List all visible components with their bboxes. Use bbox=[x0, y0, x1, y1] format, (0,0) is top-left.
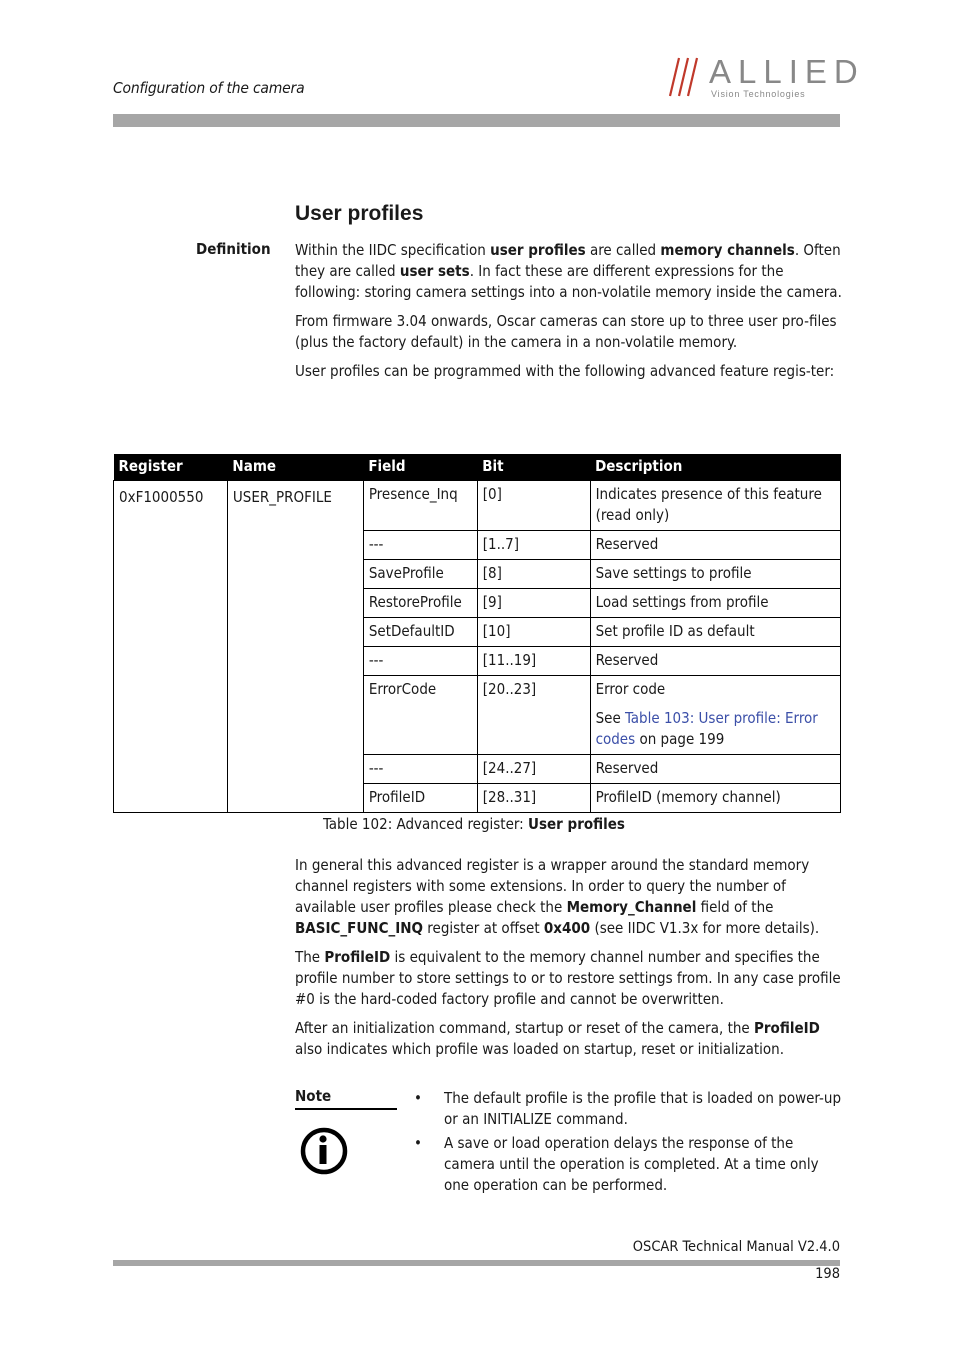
paragraph: In general this advanced register is a wrapper around the standard memory channel registers with some extensions. In order to query the number of available user profiles please check the Memory_Channel field of the BASIC_FUNC_INQ register at offset 0x400 (see IIDC V1.3x for more details). bbox=[295, 856, 820, 937]
bit-cell: [20..23] bbox=[477, 675, 590, 754]
body-text bbox=[295, 855, 843, 1068]
definition-text bbox=[295, 240, 843, 390]
paragraph: After an initialization command, startup or reset of the camera, the ProfileID also indicates which profile was loaded on startup, reset or initialization. bbox=[295, 1019, 820, 1058]
description-cell: Load settings from profile bbox=[590, 588, 840, 617]
bit-cell: [11..19] bbox=[477, 646, 590, 675]
column-header: Bit bbox=[477, 454, 590, 480]
description-cell: Save settings to profile bbox=[590, 559, 840, 588]
bit-cell: [9] bbox=[477, 588, 590, 617]
page-number: 198 bbox=[815, 1266, 840, 1282]
field-cell: --- bbox=[363, 754, 477, 783]
description-cell: Set profile ID as default bbox=[590, 617, 840, 646]
bit-cell: [24..27] bbox=[477, 754, 590, 783]
register-cell: 0xF1000550 bbox=[114, 480, 228, 812]
running-header: Configuration of the camera bbox=[113, 79, 305, 97]
error-code-text: Error code bbox=[595, 679, 666, 698]
table-caption: Table 102: Advanced register: User profiles bbox=[323, 815, 625, 833]
paragraph: Within the IIDC specification user profiles are called memory channels. Often they are called user sets. In fact these are different expressions for the following: storing camera settings into a non-volatile memory inside the camera. bbox=[295, 241, 842, 301]
bit-cell: [8] bbox=[477, 559, 590, 588]
field-cell: SaveProfile bbox=[363, 559, 477, 588]
list-item: • The default profile is the profile that is loaded on power-up or an INITIALIZE command. bbox=[414, 1089, 842, 1128]
logo-subtext: Vision Technologies bbox=[711, 89, 806, 99]
logo-slash bbox=[688, 58, 697, 96]
field-cell: RestoreProfile bbox=[363, 588, 477, 617]
footer-manual-title: OSCAR Technical Manual V2.4.0 bbox=[632, 1239, 840, 1255]
register-table bbox=[113, 454, 841, 813]
table-103-link[interactable]: Table 103: User profile: Error codes bbox=[595, 708, 818, 748]
field-cell: ErrorCode bbox=[363, 675, 477, 754]
description-cell: Reserved bbox=[590, 530, 840, 559]
see-reference: See Table 103: User profile: Error codes on page 199 bbox=[595, 708, 818, 748]
column-header: Field bbox=[363, 454, 477, 480]
table-header-row bbox=[114, 454, 841, 480]
description-cell: ProfileID (memory channel) bbox=[590, 783, 840, 812]
field-cell: --- bbox=[363, 646, 477, 675]
description-cell: Reserved bbox=[590, 754, 840, 783]
info-icon bbox=[299, 1126, 349, 1176]
section-heading: User profiles bbox=[295, 202, 424, 225]
definition-label: Definition bbox=[196, 240, 271, 258]
bit-cell: [28..31] bbox=[477, 783, 590, 812]
note-bullets bbox=[414, 1088, 844, 1199]
bit-cell: [1..7] bbox=[477, 530, 590, 559]
field-cell: SetDefaultID bbox=[363, 617, 477, 646]
description-cell: Reserved bbox=[590, 646, 840, 675]
paragraph: The ProfileID is equivalent to the memory channel number and specifies the profile number to store settings to or to restore settings from. In any case profile #0 is the hard-coded factory profile and cannot be overwritten. bbox=[295, 948, 841, 1008]
logo-slash bbox=[679, 58, 688, 96]
field-cell: Presence_Inq bbox=[363, 480, 477, 530]
field-cell: --- bbox=[363, 530, 477, 559]
name-cell: USER_PROFILE bbox=[227, 480, 363, 812]
logo-text: ALLIED bbox=[709, 53, 865, 90]
header-bar bbox=[113, 114, 840, 127]
description-cell: Indicates presence of this feature (read only) bbox=[590, 480, 840, 530]
footer-bar bbox=[113, 1260, 840, 1266]
description-cell bbox=[590, 675, 840, 754]
logo-slash bbox=[670, 58, 679, 96]
paragraph: User profiles can be programmed with the following advanced feature regis-ter: bbox=[295, 362, 835, 380]
table-row bbox=[114, 480, 841, 530]
field-cell: ProfileID bbox=[363, 783, 477, 812]
column-header: Description bbox=[590, 454, 840, 480]
bit-cell: [0] bbox=[477, 480, 590, 530]
bit-cell: [10] bbox=[477, 617, 590, 646]
column-header: Register bbox=[114, 454, 228, 480]
list-item: • A save or load operation delays the response of the camera until the operation is completed. At a time only one operation can be performed. bbox=[414, 1134, 819, 1194]
column-header: Name bbox=[227, 454, 363, 480]
allied-logo bbox=[667, 53, 865, 100]
paragraph: From firmware 3.04 onwards, Oscar cameras can store up to three user pro-files (plus the factory default) in the camera in a non-volatile memory. bbox=[295, 312, 837, 351]
note-label: Note bbox=[295, 1087, 397, 1110]
